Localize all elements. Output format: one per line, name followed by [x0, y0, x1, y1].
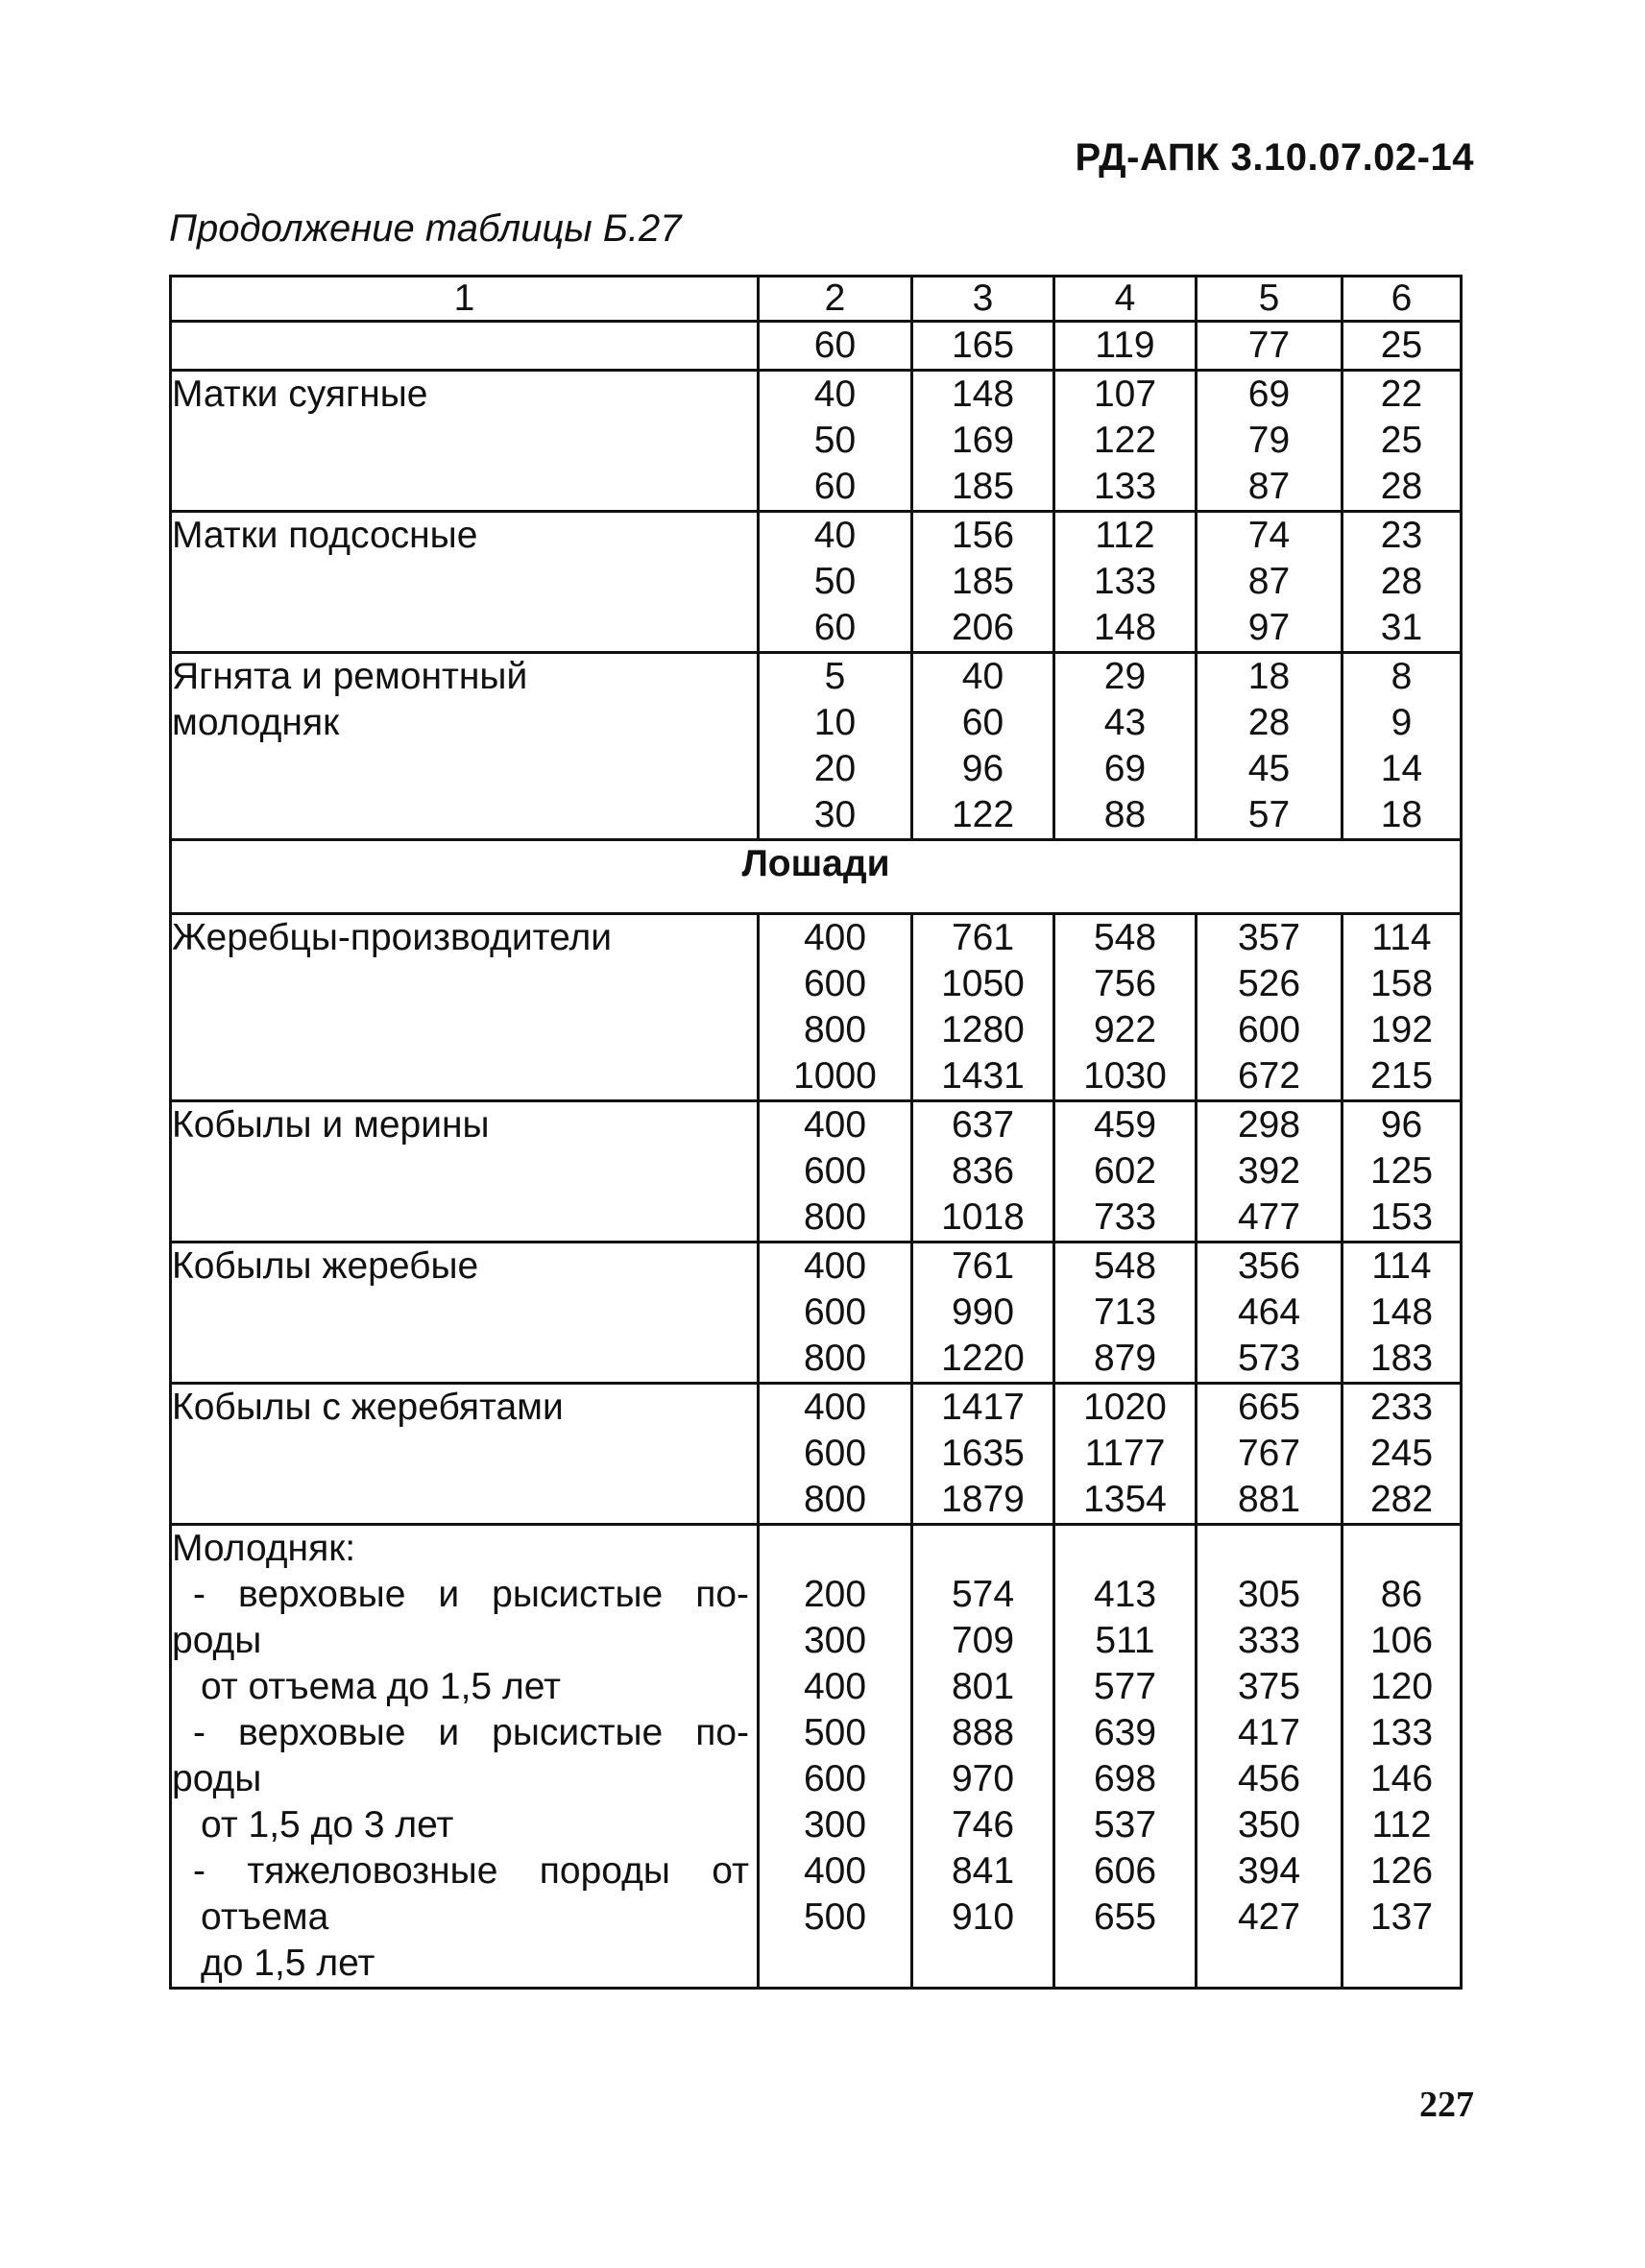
column-number: 6 — [1343, 277, 1462, 322]
value: 96 — [961, 748, 1004, 789]
value — [760, 1526, 910, 1572]
row-label — [171, 914, 759, 1101]
value-cell-col-6 — [1343, 1525, 1462, 1989]
value: 137 — [1369, 1896, 1434, 1938]
value: 148 — [1093, 607, 1157, 648]
value: 600 — [803, 1758, 867, 1799]
value-cell-col-2 — [759, 1525, 912, 1989]
value-cell-col-5 — [1197, 322, 1343, 371]
value: 125 — [1369, 1150, 1434, 1192]
value: 60 — [961, 702, 1004, 743]
value: 183 — [1369, 1338, 1434, 1379]
value — [1343, 1526, 1460, 1572]
value-cell-col-2 — [759, 512, 912, 653]
table-row — [171, 914, 1462, 1101]
value: 500 — [803, 1712, 867, 1753]
value: 133 — [1093, 466, 1157, 507]
value: 119 — [1095, 325, 1155, 366]
row-label-line: роды — [172, 1620, 262, 1661]
value-cell-col-4 — [1054, 1243, 1197, 1384]
value: 881 — [1237, 1479, 1301, 1520]
value: 573 — [1237, 1338, 1301, 1379]
row-label — [171, 322, 759, 371]
value: 836 — [951, 1150, 1015, 1192]
value: 427 — [1237, 1896, 1301, 1938]
value: 733 — [1093, 1196, 1157, 1238]
value-cell-col-2 — [759, 322, 912, 371]
value: 192 — [1369, 1009, 1434, 1050]
value: 1050 — [941, 963, 1025, 1004]
value: 148 — [951, 374, 1015, 415]
value: 22 — [1380, 374, 1423, 415]
value: 18 — [1380, 794, 1423, 835]
value: 1417 — [941, 1387, 1025, 1428]
value: 333 — [1237, 1620, 1301, 1661]
value: 746 — [951, 1804, 1015, 1846]
value: 8 — [1391, 656, 1413, 697]
value: 392 — [1237, 1150, 1301, 1192]
value: 698 — [1093, 1758, 1157, 1799]
value: 637 — [951, 1104, 1015, 1146]
value: 801 — [951, 1666, 1015, 1707]
value: 477 — [1237, 1196, 1301, 1238]
value: 215 — [1369, 1055, 1434, 1097]
value-cell-col-3 — [912, 914, 1054, 1101]
value — [913, 1526, 1052, 1572]
value: 40 — [813, 515, 857, 556]
row-label-line: - верховые и рысистые по- — [193, 1712, 749, 1753]
row-label-line: от 1,5 до 3 лет — [201, 1804, 454, 1846]
row-label-line: Кобылы и мерины — [172, 1104, 490, 1146]
value: 43 — [1103, 702, 1147, 743]
value: 10 — [813, 702, 857, 743]
section-row — [171, 840, 1462, 914]
table-row — [171, 1384, 1462, 1525]
value-cell-col-4 — [1054, 1384, 1197, 1525]
value: 767 — [1237, 1433, 1301, 1474]
value: 245 — [1369, 1433, 1434, 1474]
value: 14 — [1380, 748, 1423, 789]
value: 761 — [951, 1245, 1015, 1287]
value-cell-col-5 — [1197, 512, 1343, 653]
value: 122 — [1093, 420, 1157, 461]
table-row — [171, 512, 1462, 653]
value: 526 — [1237, 963, 1301, 1004]
value: 69 — [1247, 374, 1291, 415]
value: 74 — [1247, 515, 1291, 556]
value: 602 — [1093, 1150, 1157, 1192]
value: 114 — [1371, 1245, 1432, 1287]
value: 910 — [951, 1896, 1015, 1938]
value: 356 — [1237, 1245, 1301, 1287]
value: 459 — [1093, 1104, 1157, 1146]
row-label-line: - верховые и рысистые по- — [193, 1574, 749, 1615]
value: 600 — [803, 1433, 867, 1474]
table-row — [171, 1243, 1462, 1384]
value: 1220 — [941, 1338, 1025, 1379]
value: 400 — [803, 1666, 867, 1707]
value: 970 — [951, 1758, 1015, 1799]
value: 761 — [951, 917, 1015, 958]
value-cell-col-5 — [1197, 1525, 1343, 1989]
value-cell-col-3 — [912, 653, 1054, 840]
document-code: РД-АПК 3.10.07.02-14 — [1075, 136, 1474, 179]
value-cell-col-6 — [1343, 512, 1462, 653]
value: 282 — [1369, 1479, 1434, 1520]
row-label-line: роды — [172, 1758, 262, 1799]
value: 548 — [1093, 1245, 1157, 1287]
value-cell-col-5 — [1197, 653, 1343, 840]
value: 69 — [1103, 748, 1147, 789]
value: 31 — [1380, 607, 1423, 648]
value: 537 — [1093, 1804, 1157, 1846]
value: 28 — [1380, 561, 1423, 602]
table-row — [171, 1101, 1462, 1243]
value-cell-col-5 — [1197, 1243, 1343, 1384]
value: 713 — [1093, 1291, 1157, 1333]
value: 86 — [1380, 1574, 1423, 1615]
value: 87 — [1247, 466, 1291, 507]
row-label-line: молодняк — [172, 702, 340, 743]
value: 112 — [1095, 515, 1155, 556]
value-cell-col-2 — [759, 653, 912, 840]
value: 29 — [1103, 656, 1147, 697]
value: 841 — [951, 1850, 1015, 1892]
column-number: 4 — [1054, 277, 1197, 322]
value: 879 — [1093, 1338, 1157, 1379]
value: 18 — [1247, 656, 1291, 697]
value: 1879 — [941, 1479, 1025, 1520]
value-cell-col-4 — [1054, 512, 1197, 653]
value: 639 — [1093, 1712, 1157, 1753]
value: 97 — [1247, 607, 1291, 648]
value: 79 — [1247, 420, 1291, 461]
value: 185 — [951, 561, 1015, 602]
value: 800 — [803, 1196, 867, 1238]
value: 146 — [1369, 1758, 1434, 1799]
value: 1020 — [1083, 1387, 1167, 1428]
value: 25 — [1380, 325, 1423, 366]
value: 574 — [951, 1574, 1015, 1615]
value: 456 — [1237, 1758, 1301, 1799]
value-cell-col-4 — [1054, 322, 1197, 371]
value-cell-col-6 — [1343, 1101, 1462, 1243]
value-cell-col-5 — [1197, 371, 1343, 512]
value-cell-col-4 — [1054, 1525, 1197, 1989]
value: 25 — [1380, 420, 1423, 461]
value-cell-col-4 — [1054, 914, 1197, 1101]
value — [1197, 1526, 1341, 1572]
value: 600 — [803, 1150, 867, 1192]
value-cell-col-2 — [759, 1384, 912, 1525]
value: 233 — [1369, 1387, 1434, 1428]
row-label — [171, 1525, 759, 1989]
value: 400 — [803, 1104, 867, 1146]
value: 400 — [803, 1245, 867, 1287]
value: 50 — [813, 420, 857, 461]
value: 60 — [813, 607, 857, 648]
value: 1177 — [1084, 1433, 1166, 1474]
value: 200 — [803, 1574, 867, 1615]
value-cell-col-2 — [759, 1243, 912, 1384]
value-cell-col-4 — [1054, 371, 1197, 512]
value: 40 — [813, 374, 857, 415]
table-caption: Продолжение таблицы Б.27 — [169, 207, 682, 250]
row-label — [171, 371, 759, 512]
value: 20 — [813, 748, 857, 789]
column-number: 5 — [1197, 277, 1343, 322]
value — [1055, 1526, 1195, 1572]
row-label-line: Жеребцы-производители — [172, 917, 613, 958]
value: 60 — [813, 325, 857, 366]
value: 206 — [951, 607, 1015, 648]
section-title: Лошади — [171, 840, 1462, 914]
value: 350 — [1237, 1804, 1301, 1846]
row-label — [171, 1384, 759, 1525]
value: 88 — [1103, 794, 1147, 835]
value: 1030 — [1083, 1055, 1167, 1097]
value: 655 — [1093, 1896, 1157, 1938]
value: 990 — [951, 1291, 1015, 1333]
value: 50 — [813, 561, 857, 602]
row-label-line: Кобылы с жеребятами — [172, 1387, 564, 1428]
row-label-line: Матки суягные — [172, 374, 428, 415]
value-cell-col-2 — [759, 914, 912, 1101]
value-cell-col-3 — [912, 322, 1054, 371]
value: 511 — [1095, 1620, 1155, 1661]
value-cell-col-3 — [912, 1101, 1054, 1243]
value: 500 — [803, 1896, 867, 1938]
row-label-line: - тяжеловозные породы от — [193, 1850, 749, 1892]
row-label — [171, 1243, 759, 1384]
value-cell-col-6 — [1343, 1384, 1462, 1525]
table-row — [171, 322, 1462, 371]
value: 165 — [951, 325, 1015, 366]
value-cell-col-5 — [1197, 1101, 1343, 1243]
value: 665 — [1237, 1387, 1301, 1428]
value-cell-col-5 — [1197, 914, 1343, 1101]
value-cell-col-2 — [759, 371, 912, 512]
value-cell-col-2 — [759, 1101, 912, 1243]
column-number: 3 — [912, 277, 1054, 322]
row-label-line — [172, 323, 757, 369]
value: 87 — [1247, 561, 1291, 602]
value: 112 — [1371, 1804, 1432, 1846]
value: 375 — [1237, 1666, 1301, 1707]
value: 169 — [951, 420, 1015, 461]
page-number: 227 — [1419, 2085, 1474, 2125]
row-label-line: отъема — [201, 1896, 329, 1938]
row-label-line: Молодняк: — [172, 1528, 356, 1569]
value: 800 — [803, 1338, 867, 1379]
value: 28 — [1247, 702, 1291, 743]
value: 148 — [1369, 1291, 1434, 1333]
value: 28 — [1380, 466, 1423, 507]
value: 133 — [1093, 561, 1157, 602]
value: 756 — [1093, 963, 1157, 1004]
value: 126 — [1369, 1850, 1434, 1892]
value-cell-col-3 — [912, 371, 1054, 512]
value: 417 — [1237, 1712, 1301, 1753]
row-label-line: от отъема до 1,5 лет — [201, 1666, 561, 1707]
value: 413 — [1093, 1574, 1157, 1615]
value-cell-col-6 — [1343, 653, 1462, 840]
row-label-line: Кобылы жеребые — [172, 1245, 479, 1287]
value: 888 — [951, 1712, 1015, 1753]
value-cell-col-5 — [1197, 1384, 1343, 1525]
value: 45 — [1247, 748, 1291, 789]
value: 107 — [1093, 374, 1157, 415]
table-row — [171, 653, 1462, 840]
value: 96 — [1380, 1104, 1423, 1146]
value: 1431 — [941, 1055, 1025, 1097]
value: 600 — [803, 1291, 867, 1333]
value: 357 — [1237, 917, 1301, 958]
value: 40 — [961, 656, 1004, 697]
value: 30 — [813, 794, 857, 835]
value: 153 — [1369, 1196, 1434, 1238]
value: 156 — [951, 515, 1015, 556]
value: 106 — [1369, 1620, 1434, 1661]
value-cell-col-3 — [912, 1525, 1054, 1989]
value-cell-col-3 — [912, 512, 1054, 653]
value: 1018 — [941, 1196, 1025, 1238]
column-number-row — [171, 277, 1462, 322]
value: 922 — [1093, 1009, 1157, 1050]
value: 122 — [951, 794, 1015, 835]
value: 800 — [803, 1479, 867, 1520]
value: 57 — [1247, 794, 1291, 835]
row-label-line: до 1,5 лет — [201, 1942, 375, 1984]
value: 1280 — [941, 1009, 1025, 1050]
value: 709 — [951, 1620, 1015, 1661]
value: 1354 — [1083, 1479, 1167, 1520]
row-label — [171, 1101, 759, 1243]
value: 23 — [1380, 515, 1423, 556]
data-table — [169, 275, 1463, 1990]
value: 5 — [824, 656, 846, 697]
value-cell-col-4 — [1054, 1101, 1197, 1243]
value-cell-col-4 — [1054, 653, 1197, 840]
value: 133 — [1369, 1712, 1434, 1753]
value: 114 — [1371, 917, 1432, 958]
value: 9 — [1391, 702, 1413, 743]
value: 1635 — [941, 1433, 1025, 1474]
row-label-line: Матки подсосные — [172, 515, 478, 556]
column-number: 2 — [759, 277, 912, 322]
value-cell-col-6 — [1343, 322, 1462, 371]
value-cell-col-6 — [1343, 1243, 1462, 1384]
value: 185 — [951, 466, 1015, 507]
value: 600 — [1237, 1009, 1301, 1050]
value: 394 — [1237, 1850, 1301, 1892]
value: 305 — [1237, 1574, 1301, 1615]
value: 606 — [1093, 1850, 1157, 1892]
value: 120 — [1369, 1666, 1434, 1707]
value-cell-col-6 — [1343, 914, 1462, 1101]
column-number: 1 — [171, 277, 759, 322]
value-cell-col-6 — [1343, 371, 1462, 512]
row-label-line: Ягнята и ремонтный — [172, 656, 528, 697]
value: 158 — [1369, 963, 1434, 1004]
value: 300 — [803, 1620, 867, 1661]
value: 400 — [803, 917, 867, 958]
table-row — [171, 371, 1462, 512]
value: 77 — [1247, 325, 1291, 366]
value: 800 — [803, 1009, 867, 1050]
value: 600 — [803, 963, 867, 1004]
value: 577 — [1093, 1666, 1157, 1707]
row-label — [171, 512, 759, 653]
value: 672 — [1237, 1055, 1301, 1097]
value: 300 — [803, 1804, 867, 1846]
value: 548 — [1093, 917, 1157, 958]
value: 464 — [1237, 1291, 1301, 1333]
value-cell-col-3 — [912, 1243, 1054, 1384]
row-label — [171, 653, 759, 840]
value: 60 — [813, 466, 857, 507]
value: 1000 — [793, 1055, 877, 1097]
value-cell-col-3 — [912, 1384, 1054, 1525]
value: 400 — [803, 1850, 867, 1892]
table-row — [171, 1525, 1462, 1989]
value: 400 — [803, 1387, 867, 1428]
value: 298 — [1237, 1104, 1301, 1146]
